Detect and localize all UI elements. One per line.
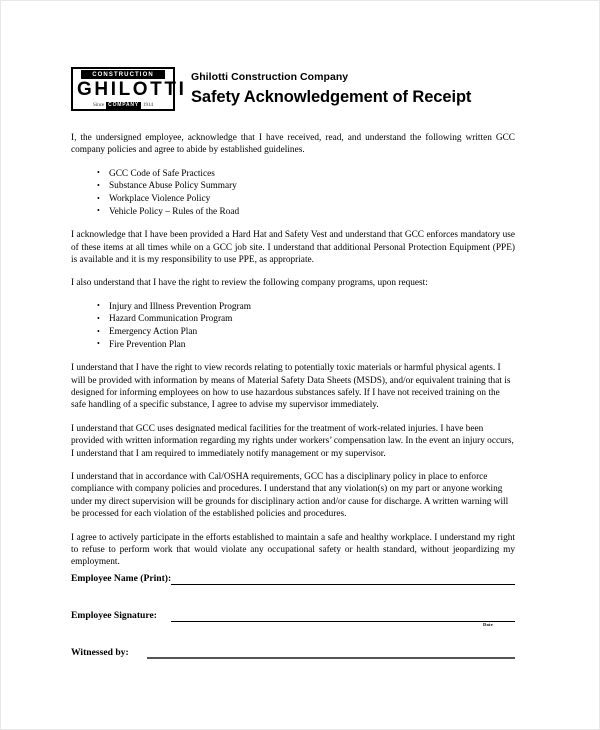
employee-name-row bbox=[71, 571, 515, 585]
employee-signature-field[interactable] bbox=[171, 610, 515, 622]
document-header bbox=[71, 67, 471, 111]
employee-signature-label: Employee Signature: bbox=[71, 610, 157, 621]
page-title: Safety Acknowledgement of Receipt bbox=[191, 88, 472, 106]
policy-list bbox=[71, 168, 515, 218]
logo-footer-strip bbox=[75, 102, 171, 109]
logo-company-banner: COMPANY bbox=[108, 102, 139, 108]
ppe-paragraph: I acknowledge that I have been provided a Hard Hat and Safety Vest and understand that GCC enforces mandatory use of these items at all times while on a GCC job site. I understand that additional Personal Protection Equipment (PPE) is available and it is my responsibility to use PPE, as appropriate. bbox=[71, 230, 515, 265]
header-title-group bbox=[191, 67, 471, 108]
employee-name-field[interactable] bbox=[171, 573, 515, 585]
participation-paragraph: I agree to actively participate in the efforts established to maintain a safe and healthy workplace. I understand my right to refuse to perform work that would violate any occupational safety or health standard, without jeopardizing my employment. bbox=[71, 532, 515, 568]
records-paragraph: I understand that I have the right to view records relating to potentially toxic materials or harmful physical agents. I will be provided with information by means of Material Safety Data Sheets (MSDS), and/or equivalent training that is designed for informing employees on how to use hazardous substances safely. If I have not received training on the safe handling of a specific substance, I agree to advise my supervisor immediately. bbox=[71, 363, 511, 411]
list-item: • Injury and Illness Prevention Program bbox=[71, 301, 515, 314]
list-item: • Hazard Communication Program bbox=[71, 313, 515, 326]
signature-block bbox=[71, 571, 515, 659]
programs-list bbox=[71, 301, 515, 351]
logo-construction-banner: CONSTRUCTION bbox=[81, 70, 165, 79]
employee-name-label: Employee Name (Print): bbox=[71, 573, 172, 584]
logo-since-text: Since bbox=[93, 102, 105, 108]
medical-facilities-paragraph: I understand that GCC uses designated medical facilities for the treatment of work-related injuries. I have been provided with written information regarding my rights under workers’ compensation law. In the event an injury occurs, I understand that I am required to immediately notify management or my supervisor. bbox=[71, 423, 514, 459]
employee-signature-row bbox=[71, 608, 515, 627]
list-item: • Workplace Violence Policy bbox=[71, 193, 515, 206]
witnessed-by-label: Witnessed by: bbox=[71, 647, 129, 658]
list-item: • Emergency Action Plan bbox=[71, 326, 515, 339]
programs-intro-paragraph: I also understand that I have the right to review the following company programs, upon request: bbox=[71, 278, 428, 289]
witness-row bbox=[71, 645, 515, 659]
ghilotti-logo bbox=[71, 67, 187, 111]
logo-wordmark: GHILOTTI bbox=[77, 79, 187, 100]
witnessed-by-field[interactable] bbox=[147, 646, 515, 659]
company-name: Ghilotti Construction Company bbox=[191, 71, 349, 83]
list-item: • Fire Prevention Plan bbox=[71, 339, 515, 352]
intro-paragraph: I, the undersigned employee, acknowledge that I have received, read, and understand the following written GCC company policies and agree to abide by established guidelines. bbox=[71, 133, 515, 156]
document-body bbox=[71, 132, 515, 580]
date-caption: Date bbox=[483, 622, 493, 627]
list-item: • GCC Code of Safe Practices bbox=[71, 168, 515, 181]
list-item: • Vehicle Policy – Rules of the Road bbox=[71, 206, 515, 219]
list-item: • Substance Abuse Policy Summary bbox=[71, 180, 515, 193]
disciplinary-policy-paragraph: I understand that in accordance with Cal/OSHA requirements, GCC has a disciplinary policy in place to enforce compliance with company policies and procedures. I understand that any violation(s) on my part or anyone working under my direct supervision will be grounds for disciplinary action and/or cause for discharge. A written warning will be processed for each violation of the established policies and procedures. bbox=[71, 472, 509, 520]
logo-year-text: 1914 bbox=[142, 102, 153, 108]
logo-frame bbox=[71, 67, 187, 111]
